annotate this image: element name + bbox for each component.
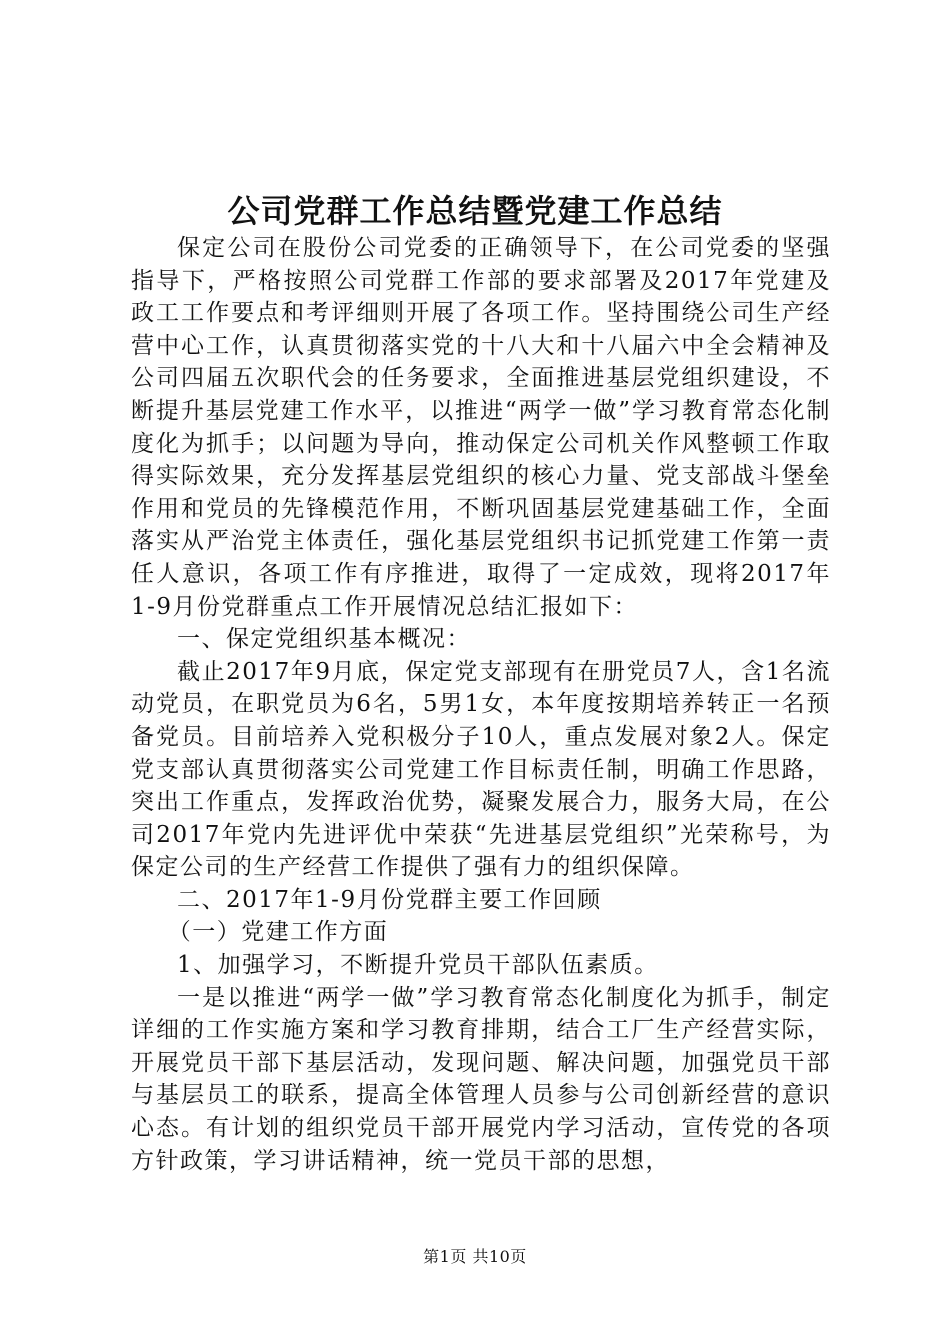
section-heading-overview: 一、保定党组织基本概况： bbox=[177, 626, 471, 653]
section-heading-review: 二、2017年1-9月份党群主要工作回顾 bbox=[177, 886, 602, 913]
paragraph-intro: 保定公司在股份公司党委的正确领导下，在公司党委的坚强指导下，严格按照公司党群工作部的要求部署及2017年党建及政工工作要点和考评细则开展了各项工作。坚持围绕公司生产经营中心工作，认真贯彻落实党的十八大和十八届六中全会精神及公司四届五次职代会的任务要求，全面推进基层党组织建设，不断提升基层党建工作水平，以推进“两学一做”学习教育常态化制度化为抓手；以问题为导向，推动保定公司机关作风整顿工作取得实际效果，充分发挥基层党组织的核心力量、党支部战斗堡垒作用和党员的先锋模范作用，不断巩固基层党建基础工作，全面落实从严治党主体责任，强化基层党组织书记抓党建工作第一责任人意识，各项工作有序推进，取得了一定成效，现将2017年1-9月份党群重点工作开展情况总结汇报如下： bbox=[131, 235, 831, 620]
paragraph-study: 一是以推进“两学一做”学习教育常态化制度化为抓手，制定详细的工作实施方案和学习教育排期，结合工厂生产经营实际，开展党员干部下基层活动，发现问题、解决问题，加强党员干部与基层员工的联系，提高全体管理人员参与公司创新经营的意识心态。有计划的组织党员干部开展党内学习活动，宣传党的各项方针政策，学习讲话精神，统一党员干部的思想， bbox=[131, 984, 831, 1174]
document-title: 公司党群工作总结暨党建工作总结 bbox=[227, 192, 723, 230]
page-number: 第1页 共10页 bbox=[423, 1247, 527, 1266]
document-body bbox=[131, 232, 831, 1177]
paragraph-overview: 截止2017年9月底，保定党支部现有在册党员7人，含1名流动党员，在职党员为6名，5男1女，本年度按期培养转正一名预备党员。目前培养入党积极分子10人，重点发展对象2人。保定党支部认真贯彻落实公司党建工作目标责任制，明确工作思路，突出工作重点，发挥政治优势，凝聚发展合力，服务大局，在公司2017年党内先进评优中荣获“先进基层党组织”光荣称号，为保定公司的生产经营工作提供了强有力的组织保障。 bbox=[131, 658, 831, 881]
subsection-heading-party-building: （一）党建工作方面 bbox=[167, 919, 389, 946]
item-heading-study: 1、加强学习，不断提升党员干部队伍素质。 bbox=[177, 952, 659, 979]
